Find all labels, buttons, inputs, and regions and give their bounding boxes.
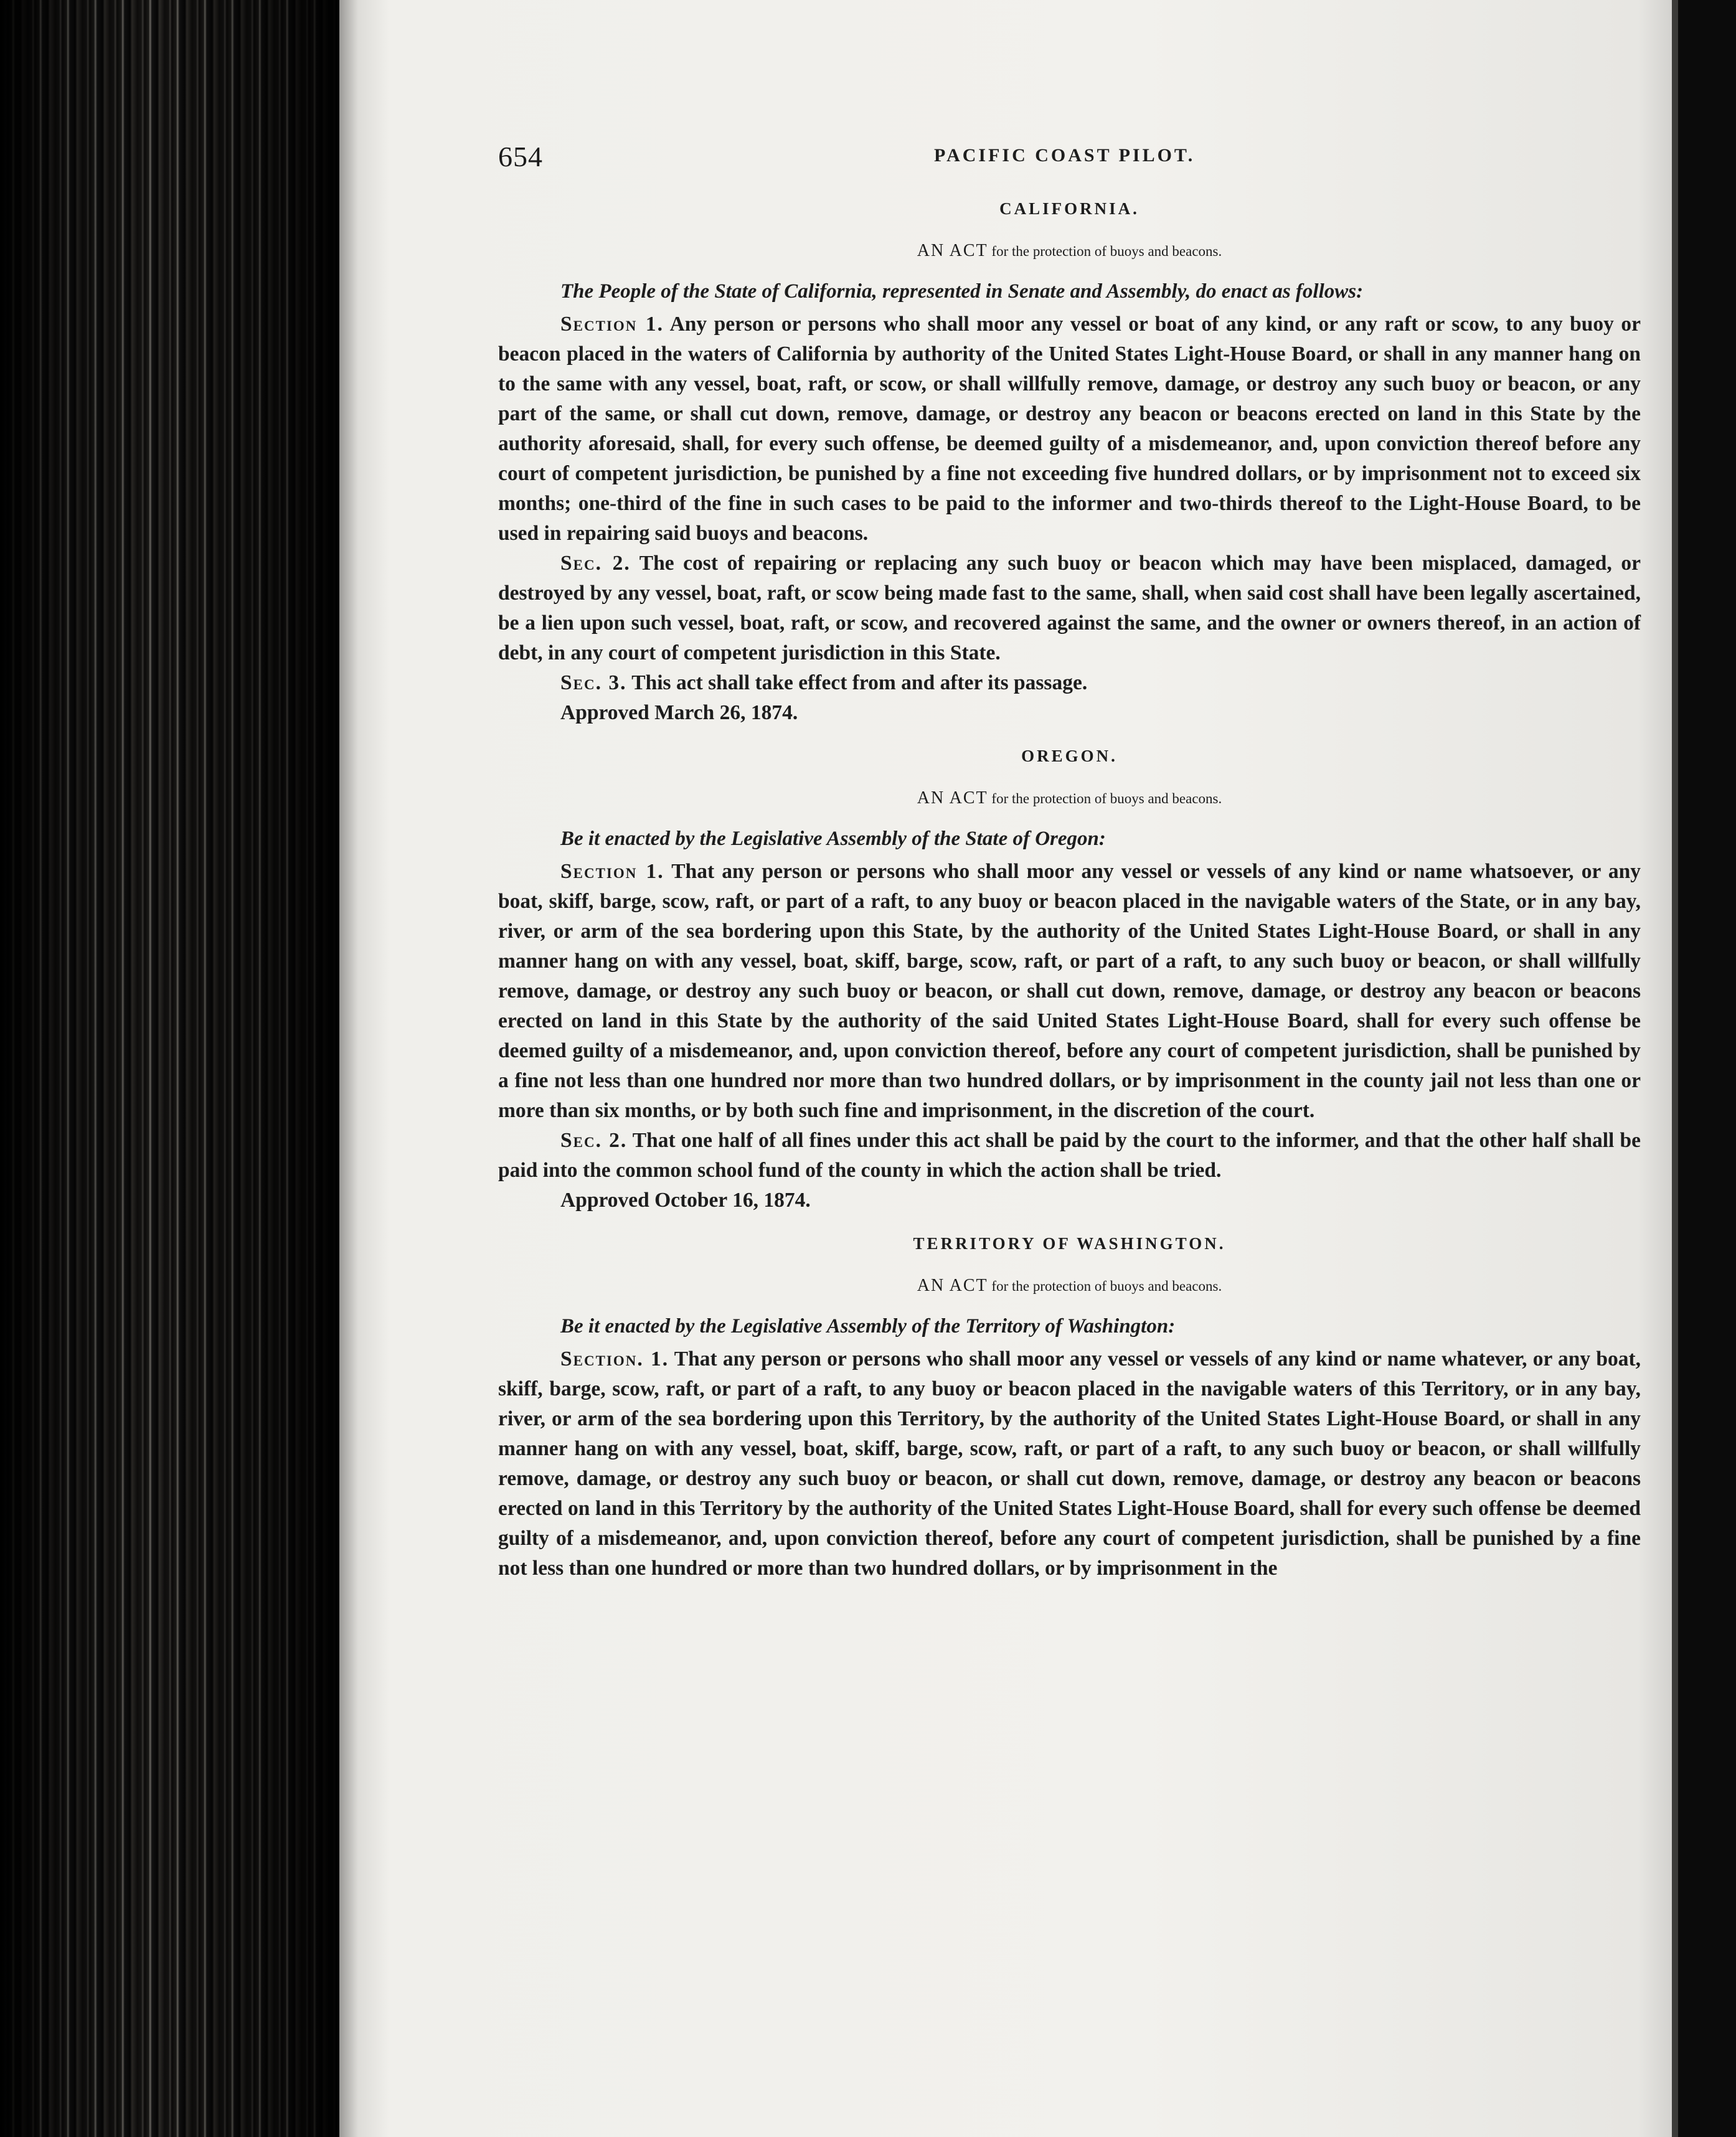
- page-number: 654: [498, 141, 543, 172]
- act-title-rest: for the protection of buoys and beacons.: [991, 243, 1222, 259]
- paragraph-lead: Section 1.: [560, 860, 664, 883]
- act-title: [498, 788, 1641, 808]
- enacting-clause: The People of the State of California, represented in Senate and Assembly, do enact as follows:: [560, 280, 1364, 303]
- statute-paragraph: [498, 668, 1641, 698]
- section-washington: [498, 1234, 1641, 1583]
- section-oregon: [498, 747, 1641, 1215]
- paragraph-text: That one half of all fines under this act shall be paid by the court to the informer, and that the other half shall be paid into the common school fund of the county in which the action shall be tried.: [498, 1129, 1641, 1182]
- paragraph-text: That any person or persons who shall moor any vessel or vessels of any kind or name whatever, or any boat, skiff, barge, scow, raft, or part of a raft, to any buoy or beacon placed in the navigable waters of this Territory, or in any bay, river, or arm of the sea bordering upon this Territory, by the authority of the United States Light-House Board, or shall in any manner hang on with any vessel, boat, skiff, barge, scow, raft, or part of a raft, to any such buoy or beacon, or shall willfully remove, damage, or destroy any such buoy or beacon, or shall cut down, remove, damage, or destroy any beacon or beacons erected on land in this Territory by the authority of the United States Light-House Board, shall for every such offense be deemed guilty of a misdemeanor, and, upon conviction thereof, before any court of competent jurisdiction, shall be punished by a fine not less than one hundred or more than two hundred dollars, or by imprisonment in the: [498, 1347, 1641, 1580]
- paragraph-text: The cost of repairing or replacing any such buoy or beacon which may have been misplaced, damaged, or destroyed by any vessel, boat, raft, or scow being made fast to the same, shall, when said cost shall have been legally ascertained, be a lien upon such vessel, boat, raft, or scow, and recovered against the same, and the owner or owners thereof, in an action of debt, in any court of competent jurisdiction in this State.: [498, 552, 1641, 664]
- paragraph-lead: Section 1.: [560, 313, 664, 336]
- paragraph-lead: Sec. 3.: [560, 671, 627, 694]
- right-margin-dark: [1678, 0, 1736, 2137]
- section-heading: CALIFORNIA.: [999, 199, 1139, 218]
- statute-paragraph: [498, 549, 1641, 668]
- paragraph-lead: Sec. 2.: [560, 1129, 628, 1152]
- enacting-clause: Be it enacted by the Legislative Assembly of the Territory of Washington:: [560, 1315, 1176, 1337]
- paragraph-text: That any person or persons who shall moor any vessel or vessels of any kind or name whatsoever, or any boat, skiff, barge, scow, raft, or part of a raft, to any buoy or beacon placed in the navigable waters of the State, or in any bay, river, or arm of the sea bordering upon this State, by the authority of the United States Light-House Board, or shall in any manner hang on with any vessel, boat, skiff, barge, scow, raft, or part of a raft, to any such buoy or beacon, or shall willfully remove, damage, or destroy any such buoy or beacon, or shall cut down, remove, damage, or destroy any beacon or beacons erected on land in this State by the authority of the said United States Light-House Board, shall for every such offense be deemed guilty of a misdemeanor, and, upon conviction thereof, before any court of competent jurisdiction, shall be punished by a fine not less than one hundred nor more than two hundred dollars, or by imprisonment in the county jail not less than one or more than six months, or by both such fine and imprisonment, in the discretion of the court.: [498, 860, 1641, 1122]
- paragraph-text: Any person or persons who shall moor any vessel or boat of any kind, or any raft or scow, to any buoy or beacon placed in the waters of California by authority of the United States Light-House Board, or shall in any manner hang on to the same with any vessel, boat, raft, or scow, or shall willfully remove, damage, or destroy any such buoy or beacon, or any part of the same, or shall cut down, remove, damage, or destroy any beacon or beacons erected on land in this State by the authority aforesaid, shall, for every such offense, be deemed guilty of a misdemeanor, and, upon conviction thereof before any court of competent jurisdiction, be punished by a fine not exceeding five hundred dollars, or by imprisonment not to exceed six months; one-third of the fine in such cases to be paid to the informer and two-thirds thereof to the Light-House Board, to be used in repairing said buoys and beacons.: [498, 313, 1641, 545]
- paragraph-lead: Sec. 2.: [560, 552, 631, 575]
- approval-date: Approved October 16, 1874.: [560, 1189, 811, 1212]
- act-title-lead: AN ACT: [917, 1276, 988, 1295]
- statute-paragraph: [498, 1344, 1641, 1583]
- page-body: [498, 199, 1641, 1583]
- approval-date: Approved March 26, 1874.: [560, 701, 798, 724]
- paragraph-text: This act shall take effect from and after its passage.: [631, 671, 1088, 694]
- paragraph-lead: Section. 1.: [560, 1347, 669, 1370]
- statute-paragraph: [498, 1126, 1641, 1186]
- act-title-rest: for the protection of buoys and beacons.: [991, 1278, 1222, 1294]
- section-california: [498, 199, 1641, 728]
- act-title-rest: for the protection of buoys and beacons.: [991, 791, 1222, 806]
- spine-shadow: [0, 0, 349, 2137]
- page-header: [0, 140, 1736, 177]
- act-title: [498, 1276, 1641, 1296]
- section-heading: OREGON.: [1021, 747, 1118, 765]
- act-title-lead: AN ACT: [917, 788, 988, 808]
- act-title-lead: AN ACT: [917, 241, 988, 260]
- act-title: [498, 241, 1641, 261]
- running-title: PACIFIC COAST PILOT.: [934, 145, 1196, 166]
- statute-paragraph: [498, 309, 1641, 549]
- section-heading: TERRITORY OF WASHINGTON.: [913, 1234, 1226, 1253]
- statute-paragraph: [498, 857, 1641, 1126]
- enacting-clause: Be it enacted by the Legislative Assembly of the State of Oregon:: [560, 828, 1106, 850]
